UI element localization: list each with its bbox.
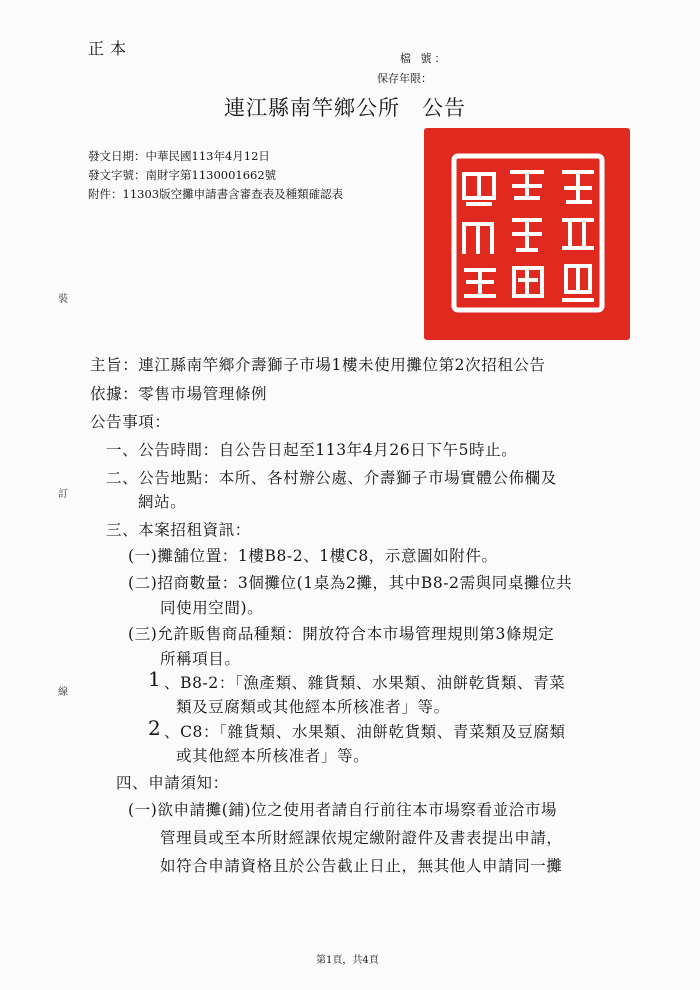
attachment-line: 附件：11303版空攤申請書含審查表及種類確認表: [88, 187, 344, 201]
item-1-announcement-period: 一、公告時間：自公告日起至113年4月26日下午5時止。: [106, 441, 518, 459]
issue-date: 發文日期：中華民國113年4月12日: [88, 149, 270, 163]
sub-item-2-c8: 、C8：「雜貨類、水果類、油餅乾貨類、青菜類及豆腐類: [164, 723, 566, 741]
document-number: 發文字號：南財字第1130001662號: [88, 168, 277, 182]
item-4-application-notes: 四、申請須知：: [116, 774, 229, 792]
basis-line: 依據：零售市場管理條例: [90, 385, 268, 403]
page-title: 連江縣南竿鄉公所 公告: [224, 96, 466, 120]
item-3-2-stall-count: (二)招商數量：3個攤位(1桌為2攤，其中B8-2需與同桌攤位共: [128, 574, 573, 592]
seal-glyphs-icon: [424, 128, 630, 340]
sub-item-2-number: 2: [148, 716, 161, 740]
sub-item-1-b8-2: 、B8-2：「漁產類、雜貨類、水果類、油餅乾貨類、青菜: [164, 674, 566, 692]
item-2-announcement-location: 二、公告地點：本所、各村辦公處、介壽獅子市場實體公佈欄及: [106, 469, 557, 487]
subject-line: 主旨：連江縣南竿鄉介壽獅子市場1樓未使用攤位第2次招租公告: [90, 356, 546, 374]
copy-mark: 正本: [88, 39, 133, 58]
item-3-1-stall-location: (一)攤舖位置：1樓B8-2、1樓C8，示意圖如附件。: [128, 547, 498, 565]
retention-period-label: 保存年限：: [377, 72, 432, 85]
sub-item-2-continuation: 或其他經本所核准者」等。: [176, 747, 370, 765]
official-seal-stamp: [424, 128, 630, 340]
page-number: 第1頁，共4頁: [316, 955, 379, 966]
item-4-1-continuation-1: 管理員或至本所財經課依規定繳附證件及書表提出申請，: [160, 829, 563, 847]
item-4-1-application: (一)欲申請攤(鋪)位之使用者請自行前往本市場察看並洽市場: [128, 801, 558, 819]
item-3-heading: 三、本案招租資訊：: [106, 521, 251, 539]
item-3-2-continuation: 同使用空間)。: [160, 599, 264, 617]
item-3-3-continuation: 所稱項目。: [160, 650, 241, 668]
binding-mark-xian: 線: [58, 687, 68, 698]
sub-item-1-continuation: 類及豆腐類或其他經本所核准者」等。: [176, 698, 450, 716]
item-3-3-goods-types: (三)允許販售商品種類：開放符合本市場管理規則第3條規定: [128, 625, 555, 643]
item-2-continuation: 網站。: [138, 493, 187, 511]
item-4-1-continuation-2: 如符合申請資格且於公告截止日止，無其他人申請同一攤: [160, 857, 563, 875]
items-heading: 公告事項：: [90, 413, 171, 431]
binding-mark-ding: 訂: [58, 489, 68, 500]
filing-number-label: 檔 號：: [400, 52, 449, 65]
binding-mark-zhuang: 裝: [58, 294, 68, 305]
sub-item-1-number: 1: [148, 667, 161, 691]
